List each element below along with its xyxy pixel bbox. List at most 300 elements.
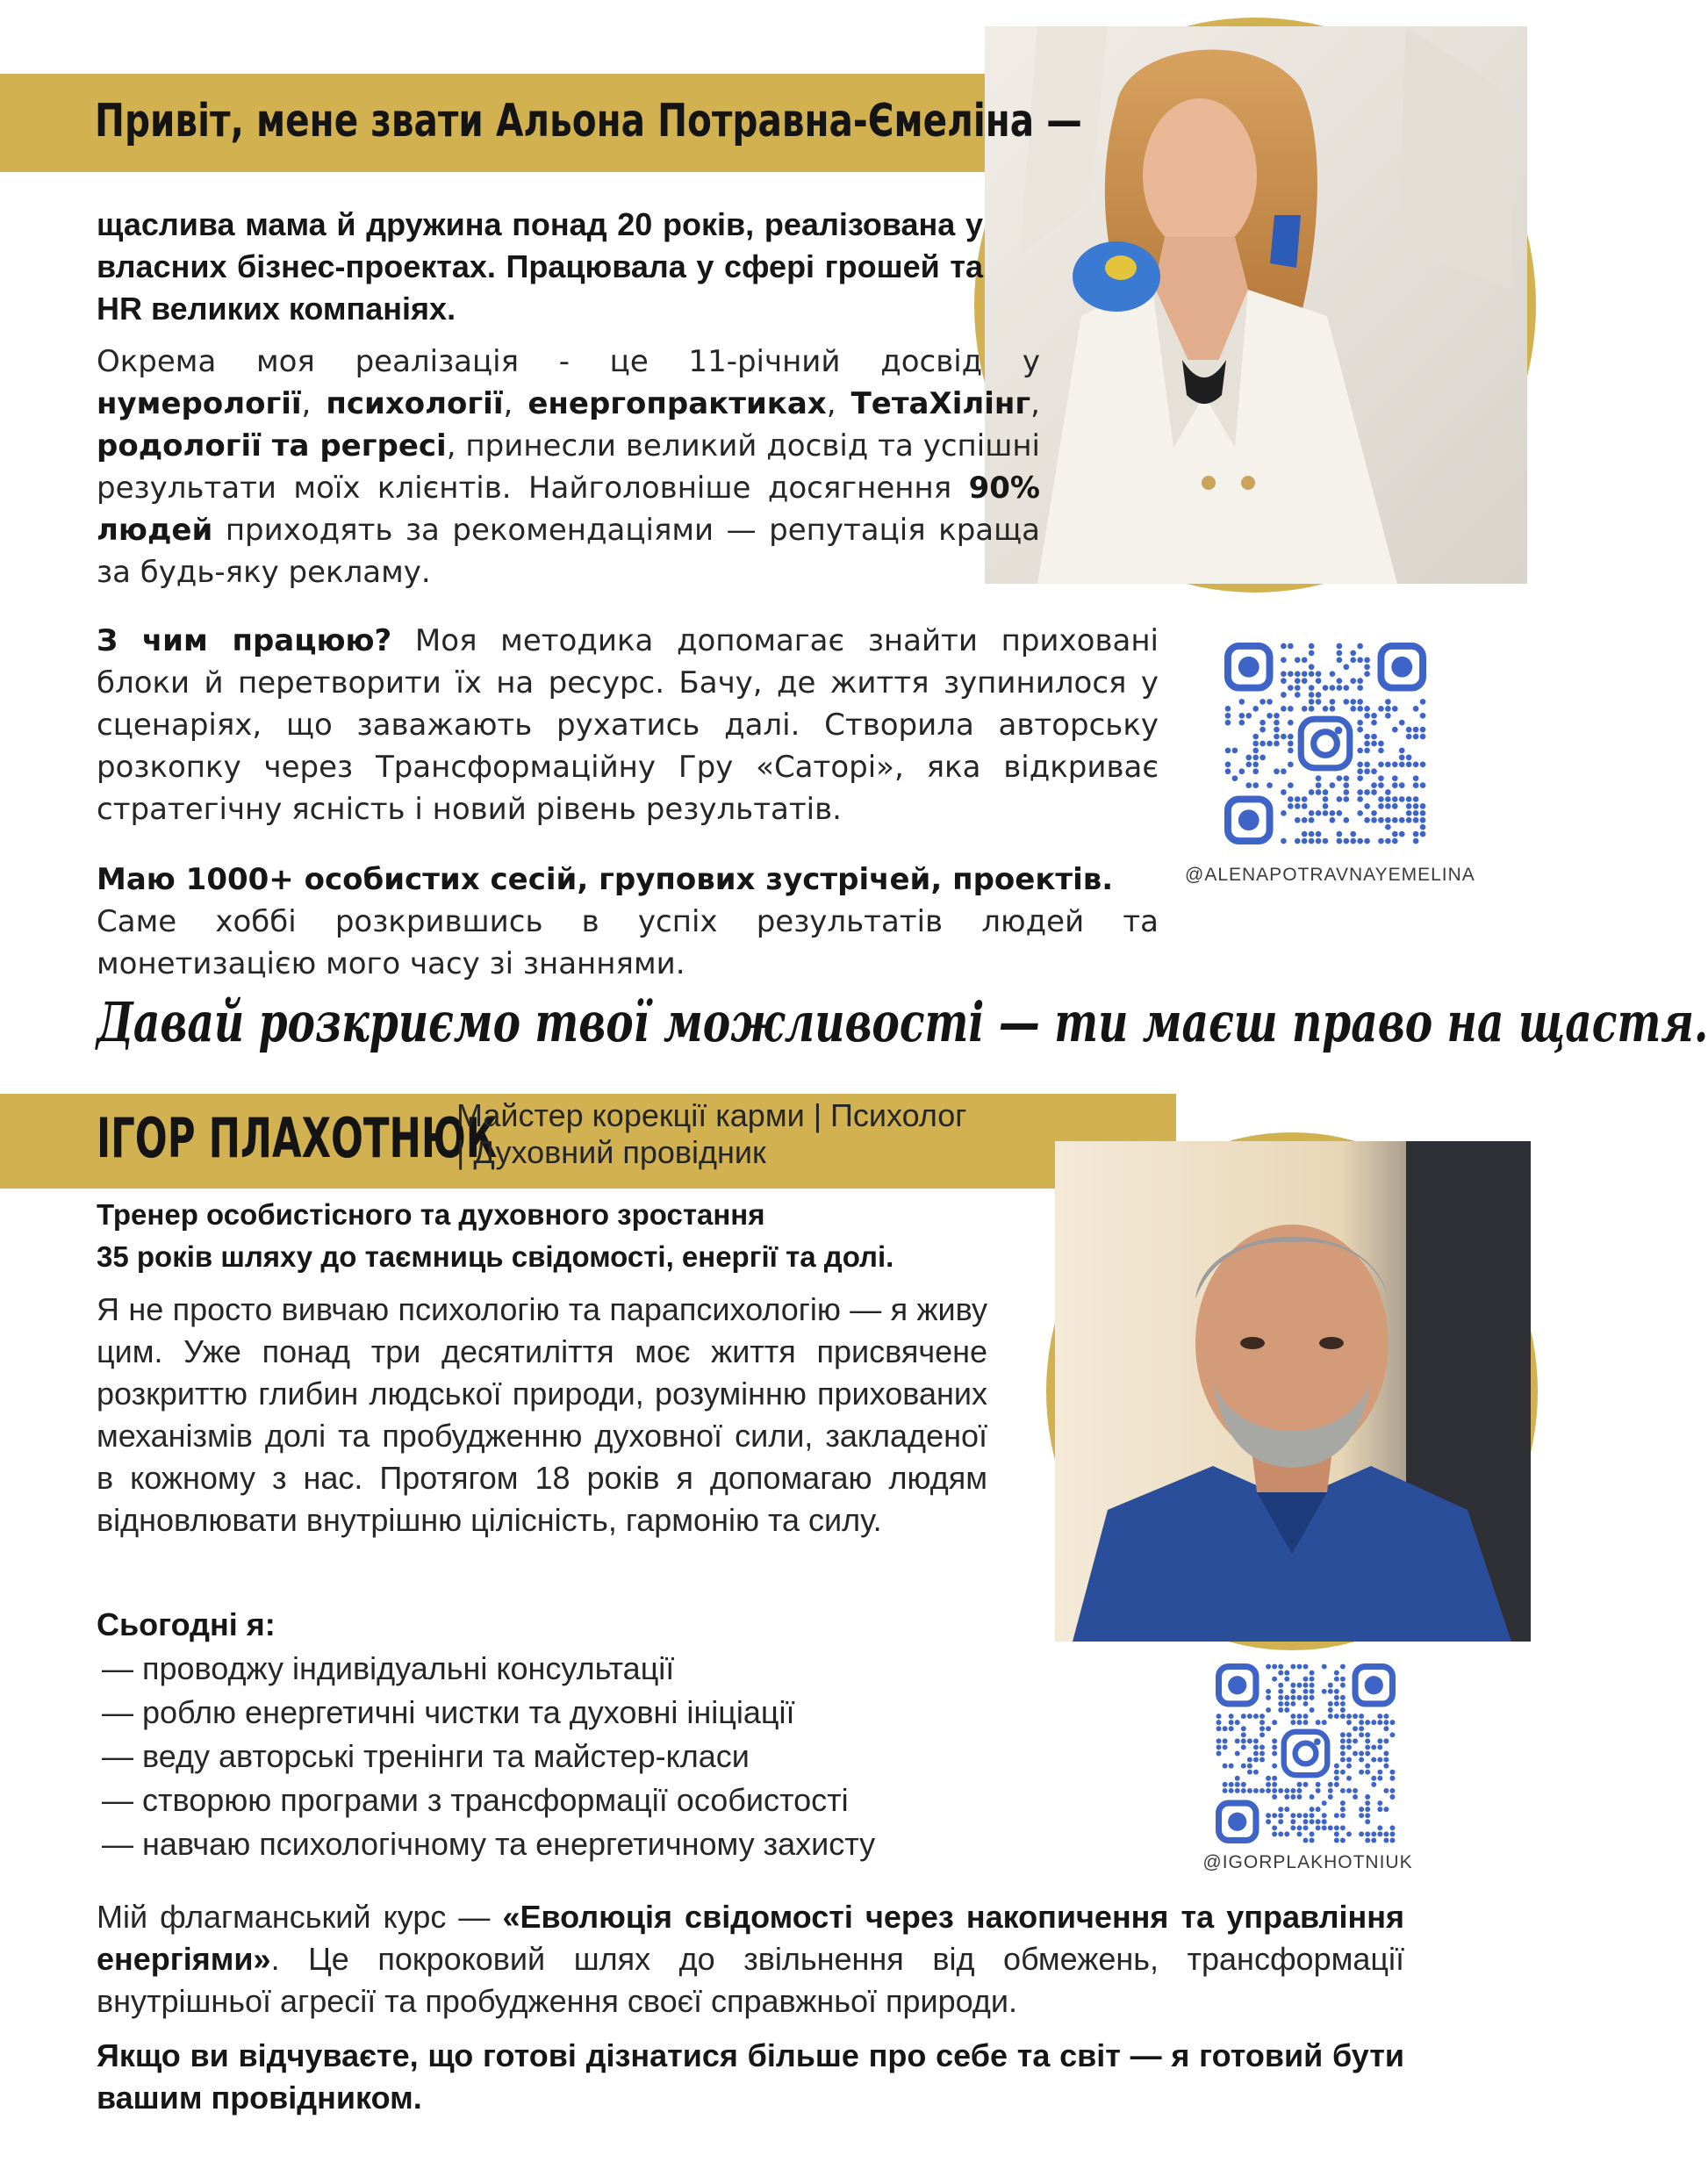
qr-dot	[1420, 761, 1426, 767]
qr-dot	[1316, 1819, 1321, 1824]
qr-dot	[1340, 1701, 1346, 1706]
qr-dot	[1377, 1825, 1382, 1830]
qr-dot	[1284, 1695, 1289, 1700]
qr-dot	[1253, 1757, 1259, 1763]
qr-dot	[1281, 734, 1287, 740]
qr-dot	[1322, 1689, 1327, 1694]
qr-dot	[1295, 671, 1301, 677]
qr-dot	[1389, 1837, 1395, 1843]
qr-dot	[1350, 678, 1356, 684]
qr-dot	[1328, 1782, 1333, 1787]
qr-dot	[1284, 1788, 1289, 1793]
qr-dot	[1274, 768, 1280, 774]
qr-dot	[1216, 1738, 1222, 1743]
qr-dot	[1296, 1831, 1302, 1836]
qr-dot	[1284, 1701, 1289, 1706]
qr-dot	[1281, 692, 1287, 698]
qr-dot	[1296, 1813, 1302, 1818]
qr-dot	[1281, 706, 1287, 712]
qr-dot	[1330, 706, 1336, 712]
qr-dot	[1413, 831, 1419, 837]
qr-dot	[1337, 657, 1343, 663]
qr-dot	[1340, 1770, 1346, 1775]
qr-finder-center	[1238, 657, 1259, 678]
qr-dot	[1328, 1683, 1333, 1688]
qr-dot	[1259, 1732, 1265, 1737]
qr-dot	[1359, 1726, 1364, 1731]
qr-dot	[1353, 1794, 1358, 1800]
qr-dot	[1334, 1764, 1339, 1769]
qr-dot	[1377, 1831, 1382, 1836]
qr-dot	[1420, 803, 1426, 809]
qr-dot	[1365, 1800, 1370, 1806]
section1-experience	[97, 341, 1040, 593]
qr-dot	[1330, 671, 1336, 677]
qr-dot	[1330, 810, 1336, 816]
qr-dot	[1346, 1732, 1352, 1737]
qr-dot	[1340, 1813, 1346, 1818]
qr-dot	[1284, 1807, 1289, 1812]
qr-dot	[1413, 803, 1419, 809]
qr-dot	[1245, 755, 1252, 761]
qr-dot	[1303, 1837, 1309, 1843]
qr-dot	[1371, 734, 1377, 740]
qr-dot	[1406, 803, 1412, 809]
qr-dot	[1365, 1732, 1370, 1737]
qr-dot	[1343, 796, 1349, 802]
qr-dot	[1365, 1744, 1370, 1750]
trainer-block	[97, 1194, 1062, 1278]
qr-dot	[1278, 1831, 1283, 1836]
qr-dot	[1272, 1764, 1277, 1769]
qr-dot	[1420, 817, 1426, 823]
qr-dot	[1241, 1764, 1246, 1769]
qr-dot	[1385, 706, 1391, 712]
qr-dot	[1284, 1831, 1289, 1836]
qr-dot	[1359, 1813, 1364, 1818]
qr-finder-center	[1228, 1676, 1246, 1694]
qr-dot	[1371, 713, 1377, 719]
qr-dot	[1310, 1695, 1315, 1700]
qr-dot	[1383, 1726, 1389, 1731]
qr-dot	[1302, 678, 1308, 684]
qr-dot	[1383, 1720, 1389, 1725]
qr-dot	[1267, 713, 1273, 719]
qr-dot	[1337, 775, 1343, 781]
qr-dot	[1235, 1738, 1240, 1743]
qr-dot	[1296, 1714, 1302, 1719]
qr-dot	[1309, 810, 1315, 816]
qr-dot	[1303, 1720, 1309, 1725]
qr-dot	[1238, 699, 1245, 705]
qr-dot	[1406, 796, 1412, 802]
qr-dot	[1328, 1707, 1333, 1713]
exp-text-2: , принесли великий досвід та успішні результати моїх клієнтів. Найголовніше досягнення	[97, 428, 1040, 506]
qr-dot	[1235, 1720, 1240, 1725]
qr-dot	[1340, 1788, 1346, 1793]
qr-dot	[1371, 768, 1377, 774]
qr-dot	[1353, 1788, 1358, 1793]
qr-dot	[1357, 761, 1363, 767]
qr-dot	[1281, 671, 1287, 677]
qr-dot	[1284, 1794, 1289, 1800]
qr-dot	[1420, 782, 1426, 788]
qr-dot	[1334, 1677, 1339, 1682]
exp-energy: енергопрактиках	[527, 386, 827, 421]
qr-dot	[1371, 817, 1377, 823]
qr-dot	[1357, 768, 1363, 774]
qr-dot	[1267, 741, 1273, 747]
qr-dot	[1295, 685, 1301, 691]
instagram-icon	[1301, 719, 1350, 768]
qr-dot	[1266, 1689, 1271, 1694]
qr-dot	[1232, 775, 1238, 781]
qr-dot	[1328, 1788, 1333, 1793]
qr-dot	[1225, 761, 1231, 767]
qr-dot	[1303, 1813, 1309, 1818]
qr-dot	[1272, 1738, 1277, 1743]
qr-dot	[1340, 1807, 1346, 1812]
exp-percent: 90% людей	[97, 471, 1040, 548]
qr-dot	[1259, 1757, 1265, 1763]
exp-sep-1: ,	[301, 386, 327, 421]
qr-dot	[1316, 810, 1322, 816]
qr-dot	[1334, 1813, 1339, 1818]
qr-dot	[1378, 775, 1384, 781]
today-list	[97, 1647, 1062, 1866]
qr-dot	[1334, 1837, 1339, 1843]
qr-dot	[1330, 782, 1336, 788]
qr-dot	[1225, 713, 1231, 719]
exp-theta: ТетаХілінг	[850, 386, 1031, 421]
today-block	[97, 1603, 1062, 1866]
qr-dot	[1357, 720, 1363, 726]
qr-dot	[1272, 1831, 1277, 1836]
qr-dot	[1399, 831, 1405, 837]
qr-dot	[1225, 720, 1231, 726]
qr-dot	[1288, 796, 1294, 802]
qr-dot	[1392, 761, 1398, 767]
qr-dot	[1272, 1677, 1277, 1682]
qr-dot	[1334, 1714, 1339, 1719]
qr-dot	[1389, 1720, 1395, 1725]
qr-dot	[1371, 1782, 1376, 1787]
qr-dot	[1310, 1831, 1315, 1836]
qr-dot	[1322, 1819, 1327, 1824]
exp-sep-2: ,	[503, 386, 528, 421]
qr-dot	[1343, 817, 1349, 823]
qr-dot	[1399, 720, 1405, 726]
qr-dot	[1216, 1726, 1222, 1731]
qr-dot	[1378, 748, 1384, 754]
qr-dot	[1290, 1695, 1295, 1700]
qr-code-igor[interactable]	[1216, 1663, 1396, 1843]
slogan: Давай розкриємо твої можливості — ти маєш право на щастя.	[97, 990, 1708, 1054]
qr-dot	[1334, 1770, 1339, 1775]
qr-dot	[1238, 720, 1245, 726]
qr-finder-center	[1238, 809, 1259, 830]
qr-finder-center	[1365, 1676, 1383, 1694]
qr-dot	[1346, 1764, 1352, 1769]
qr-dot	[1272, 1788, 1277, 1793]
closing-paragraph	[97, 2035, 1404, 2119]
qr-dot	[1392, 727, 1398, 733]
qr-dot	[1365, 1837, 1370, 1843]
qr-dot	[1252, 755, 1259, 761]
qr-dot	[1309, 838, 1315, 844]
qr-dot	[1229, 1782, 1234, 1787]
qr-dot	[1346, 1788, 1352, 1793]
qr-dot	[1259, 699, 1266, 705]
qr-dot	[1350, 706, 1356, 712]
qr-dot	[1274, 720, 1280, 726]
qr-dot	[1385, 699, 1391, 705]
qr-dot	[1371, 789, 1377, 795]
qr-dot	[1413, 706, 1419, 712]
qr-dot	[1343, 685, 1349, 691]
qr-dot	[1223, 1738, 1228, 1743]
qr-dot	[1392, 817, 1398, 823]
qr-dot	[1334, 1689, 1339, 1694]
qr-dot	[1357, 706, 1363, 712]
qr-dot	[1340, 1757, 1346, 1763]
qr-dot	[1350, 699, 1356, 705]
qr-dot	[1377, 1800, 1382, 1806]
qr-dot	[1343, 699, 1349, 705]
qr-dot	[1252, 741, 1259, 747]
qr-dot	[1406, 761, 1412, 767]
qr-dot	[1383, 1807, 1389, 1812]
qr-dot	[1247, 1738, 1252, 1743]
qr-dot	[1278, 1813, 1283, 1818]
work-text: Моя методика допомагає знайти приховані блоки й перетворити їх на ресурс. Бачу, де життя зупинилося у сценаріях, що заважають рухатись далі. Створила авторську розкопку через Трансформаційну Гру «Саторі», яка відкриває стратегічну ясність і новий рівень результатів.	[97, 623, 1159, 827]
qr-dot	[1389, 1794, 1395, 1800]
qr-finder-center	[1228, 1813, 1246, 1831]
qr-dot	[1328, 1794, 1333, 1800]
qr-dot	[1406, 817, 1412, 823]
qr-dot	[1296, 1825, 1302, 1830]
qr-dot	[1296, 1695, 1302, 1700]
qr-dot	[1359, 1807, 1364, 1812]
qr-dot	[1278, 1707, 1283, 1713]
qr-dot	[1359, 1751, 1364, 1757]
qr-dot	[1238, 768, 1245, 774]
qr-dot	[1290, 1701, 1295, 1706]
qr-dot	[1303, 1714, 1309, 1719]
qr-code-alona[interactable]	[1224, 643, 1426, 844]
qr-dot	[1353, 1751, 1358, 1757]
exp-text-3: приходять за рекомендаціями — репутація краща за будь-яку рекламу.	[97, 513, 1040, 590]
qr-dot	[1238, 713, 1245, 719]
qr-dot	[1310, 1677, 1315, 1682]
qr-dot	[1229, 1788, 1234, 1793]
qr-dot	[1259, 1744, 1265, 1750]
qr-dot	[1272, 1664, 1277, 1670]
qr-dot	[1223, 1788, 1228, 1793]
qr-dot	[1247, 1788, 1252, 1793]
igor-name: ІГОР ПЛАХОТНЮК	[97, 1106, 498, 1170]
closing-text: Якщо ви відчуваєте, що готові дізнатися більше про себе та світ — я готовий бути вашим провідником.	[97, 2037, 1404, 2116]
qr-dot	[1278, 1788, 1283, 1793]
qr-dot	[1364, 803, 1370, 809]
qr-dot	[1303, 1677, 1309, 1682]
qr-dot	[1295, 838, 1301, 844]
qr-dot	[1323, 838, 1329, 844]
qr-dot	[1274, 741, 1280, 747]
qr-dot	[1278, 1701, 1283, 1706]
qr-dot	[1316, 692, 1322, 698]
qr-dot	[1295, 678, 1301, 684]
qr-dot	[1310, 1819, 1315, 1824]
qr-dot	[1290, 1794, 1295, 1800]
qr-dot	[1253, 1738, 1259, 1743]
qr-dot	[1310, 1670, 1315, 1676]
qr-dot	[1259, 1726, 1265, 1731]
qr-dot	[1346, 1744, 1352, 1750]
qr-dot	[1309, 706, 1315, 712]
qr-dot	[1272, 1813, 1277, 1818]
qr-dot	[1389, 1770, 1395, 1775]
qr-dot	[1371, 1720, 1376, 1725]
qr-dot	[1385, 803, 1391, 809]
qr-dot	[1290, 1813, 1295, 1818]
roles-line-1: Майстер корекції карми | Психолог	[456, 1097, 967, 1133]
qr-dot	[1259, 1720, 1265, 1725]
qr-dot	[1310, 1794, 1315, 1800]
qr-dot	[1420, 699, 1426, 705]
qr-dot	[1278, 1689, 1283, 1694]
qr-dot	[1365, 1831, 1370, 1836]
qr-dot	[1310, 1813, 1315, 1818]
qr-dot	[1364, 817, 1370, 823]
qr-dot	[1295, 817, 1301, 823]
qr-dot	[1252, 706, 1259, 712]
qr-dot	[1266, 1782, 1271, 1787]
qr-dot	[1378, 803, 1384, 809]
qr-dot	[1378, 706, 1384, 712]
qr-dot	[1323, 685, 1329, 691]
qr-dot	[1378, 838, 1384, 844]
qr-dot	[1288, 741, 1294, 747]
qr-dot	[1235, 1776, 1240, 1781]
qr-dot	[1392, 831, 1398, 837]
qr-dot	[1272, 1776, 1277, 1781]
qr-dot	[1302, 671, 1308, 677]
qr-dot	[1334, 1695, 1339, 1700]
qr-dot	[1266, 1813, 1271, 1818]
qr-dot	[1288, 803, 1294, 809]
qr-dot	[1383, 1738, 1389, 1743]
qr-dot	[1343, 775, 1349, 781]
qr-dot	[1343, 838, 1349, 844]
qr-dot	[1252, 768, 1259, 774]
qr-dot	[1316, 838, 1322, 844]
qr-dot	[1225, 706, 1231, 712]
qr-dot	[1364, 671, 1370, 677]
qr-dot	[1247, 1757, 1252, 1763]
qr-dot	[1337, 838, 1343, 844]
qr-dot	[1235, 1788, 1240, 1793]
qr-dot	[1337, 831, 1343, 837]
exp-rod: родології та регресі	[97, 428, 447, 463]
qr-dot	[1399, 817, 1405, 823]
qr-dot	[1346, 1757, 1352, 1763]
qr-dot	[1399, 796, 1405, 802]
qr-dot	[1364, 838, 1370, 844]
qr-dot	[1385, 796, 1391, 802]
qr-dot	[1310, 1707, 1315, 1713]
qr-dot	[1357, 789, 1363, 795]
list-item: — веду авторські тренінги та майстер-класи	[102, 1738, 750, 1774]
qr-dot	[1337, 685, 1343, 691]
igor-bio	[97, 1289, 987, 1541]
qr-dot	[1310, 1689, 1315, 1694]
qr-dot	[1378, 782, 1384, 788]
qr-dot	[1413, 775, 1419, 781]
trainer-line-1: Тренер особистісного та духовного зростання	[97, 1198, 765, 1231]
course-suffix: . Це покроковий шлях до звільнення від обмежень, трансформації внутрішньої агресії та пробудження своєї справжньої природи.	[97, 1941, 1404, 2019]
section1-sessions	[97, 859, 1159, 985]
qr-dot	[1392, 775, 1398, 781]
qr-dot	[1316, 1720, 1321, 1725]
qr-dot	[1383, 1837, 1389, 1843]
qr-dot	[1340, 1707, 1346, 1713]
qr-dot	[1223, 1782, 1228, 1787]
qr-dot	[1334, 1825, 1339, 1830]
qr-dot	[1259, 741, 1266, 747]
qr-dot	[1389, 1831, 1395, 1836]
qr-dot	[1303, 1701, 1309, 1706]
qr-dot	[1378, 761, 1384, 767]
qr-dot	[1266, 1695, 1271, 1700]
qr-dot	[1309, 789, 1315, 795]
qr-dot	[1316, 1788, 1321, 1793]
sessions-bold: Маю 1000+ особистих сесій, групових зустрічей, проектів.	[97, 862, 1114, 897]
qr-dot	[1253, 1744, 1259, 1750]
qr-dot	[1223, 1744, 1228, 1750]
qr-dot	[1309, 664, 1315, 670]
qr-dot	[1303, 1689, 1309, 1694]
qr-dot	[1413, 782, 1419, 788]
qr-dot	[1253, 1770, 1259, 1775]
qr-dot	[1290, 1683, 1295, 1688]
qr-dot	[1266, 1819, 1271, 1824]
qr-dot	[1302, 803, 1308, 809]
qr-dot	[1232, 748, 1238, 754]
qr-dot	[1296, 1664, 1302, 1670]
qr-dot	[1377, 1776, 1382, 1781]
qr-dot	[1296, 1683, 1302, 1688]
qr-dot	[1340, 1683, 1346, 1688]
exp-psychology: психології	[326, 386, 504, 421]
qr-dot	[1371, 1757, 1376, 1763]
qr-dot	[1328, 1689, 1333, 1694]
qr-dot	[1267, 782, 1273, 788]
qr-dot	[1357, 727, 1363, 733]
qr-dot	[1316, 1807, 1321, 1812]
qr-dot	[1399, 748, 1405, 754]
qr-dot	[1245, 782, 1252, 788]
qr-dot	[1316, 678, 1322, 684]
qr-dot	[1343, 782, 1349, 788]
exp-text-1: Окрема моя реалізація - це 11-річний досвід у	[97, 344, 1040, 379]
qr-dot	[1364, 748, 1370, 754]
qr-dot	[1406, 727, 1412, 733]
qr-dot	[1290, 1720, 1295, 1725]
list-item: — проводжу індивідуальні консультації	[102, 1650, 675, 1686]
qr-dot	[1337, 678, 1343, 684]
qr-dot	[1389, 1732, 1395, 1737]
